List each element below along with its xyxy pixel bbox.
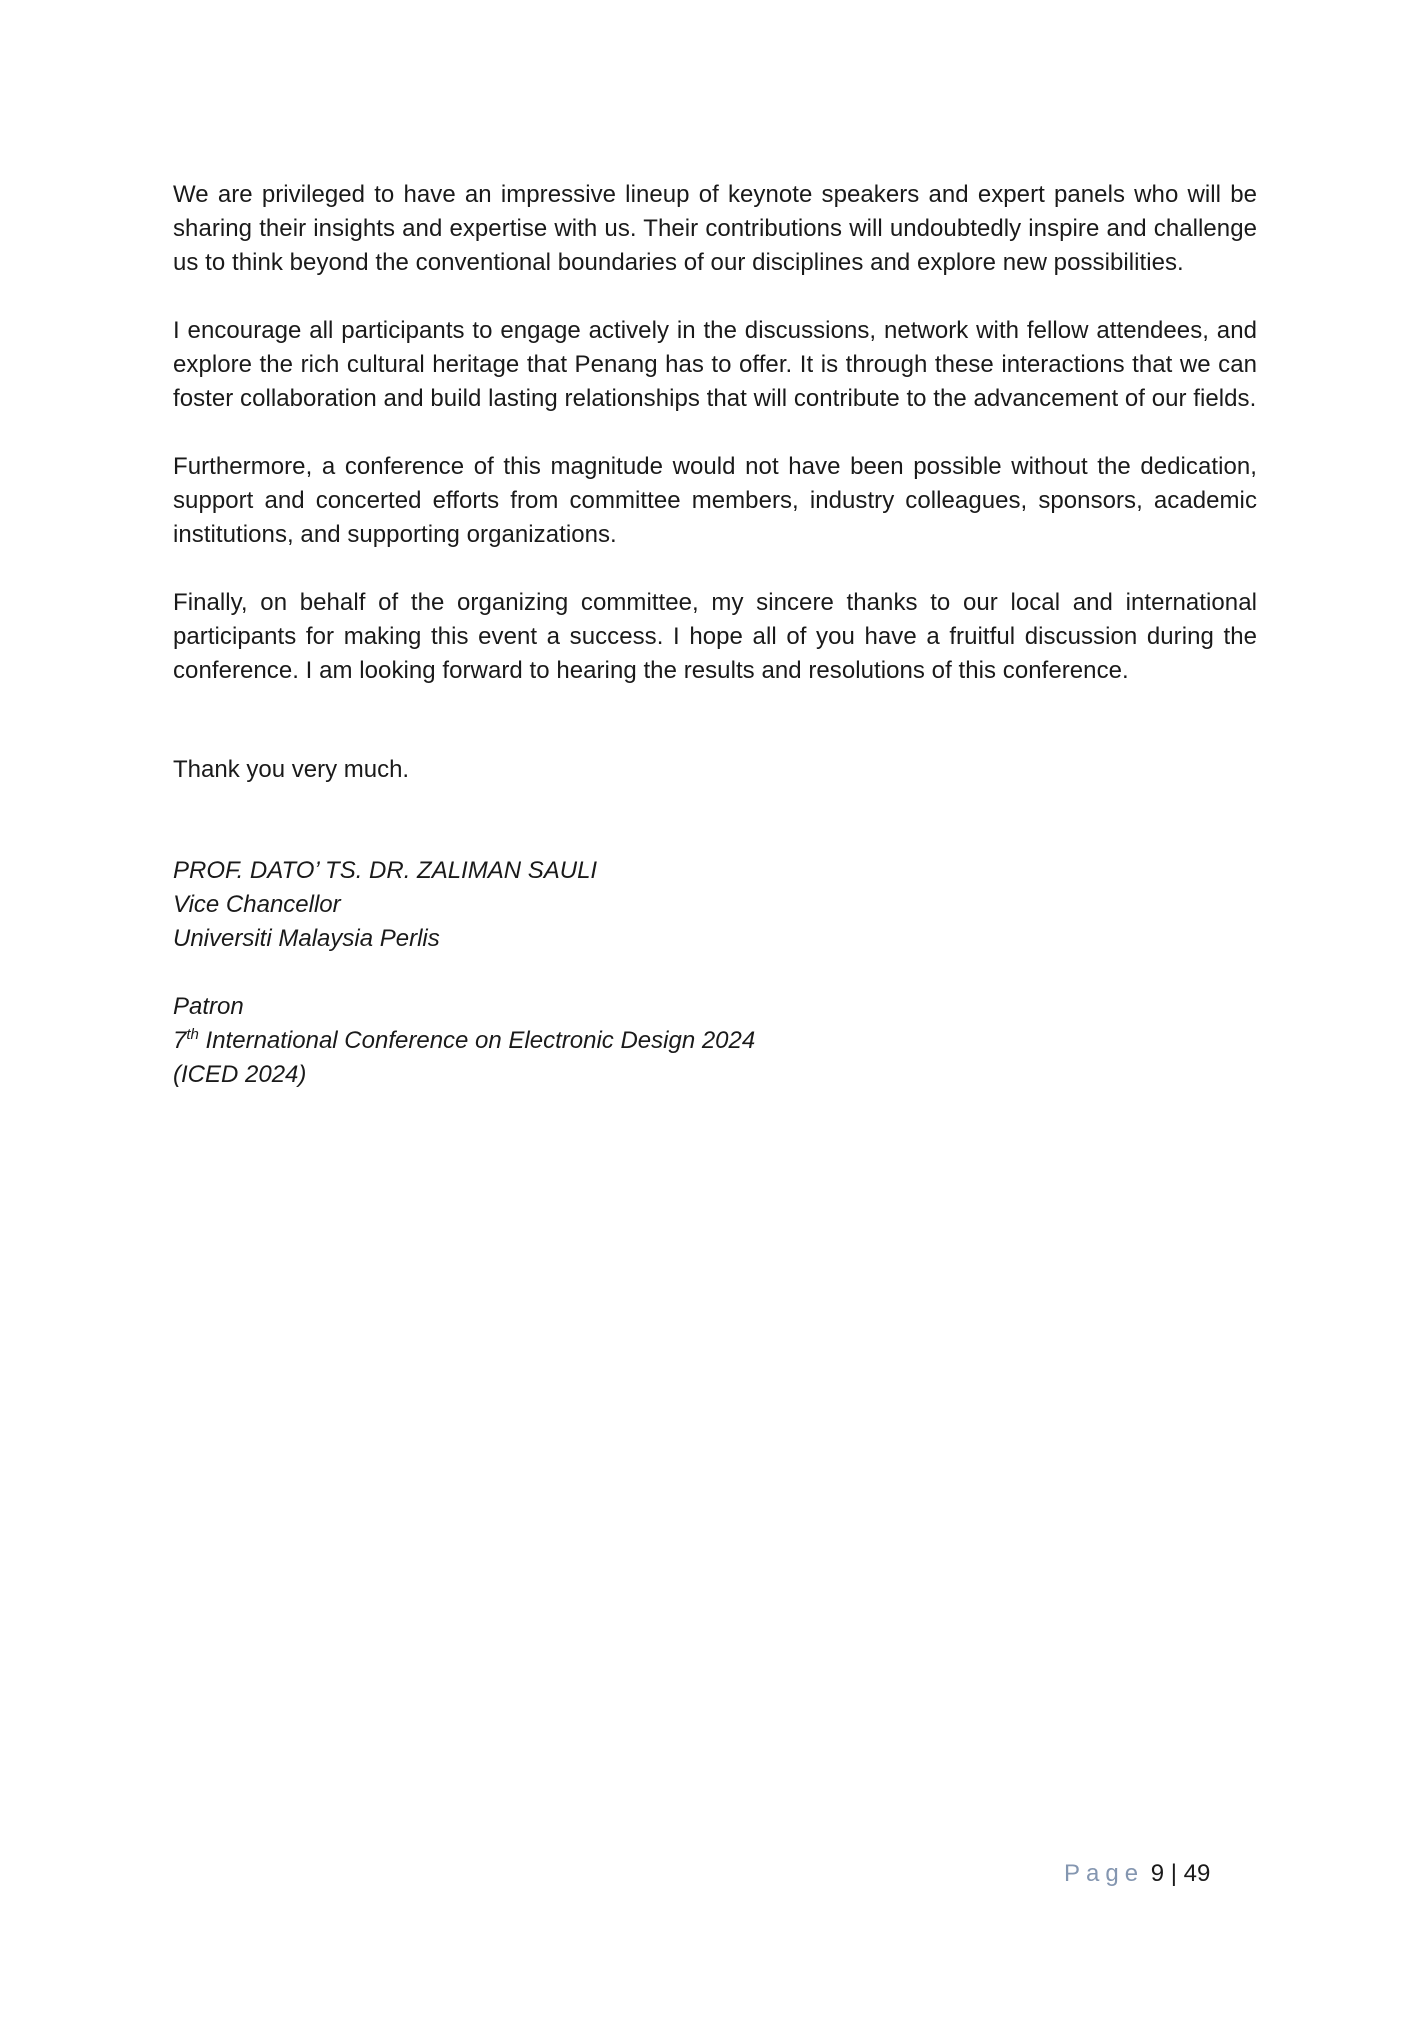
paragraph-participation: I encourage all participants to engage actively in the discussions, network with fellow attendees, and explore the rich cultural heritage that Penang has to offer. It is through these interactions that we can foster collaboration and build lasting relationships that will contribute to the advancement of our fields. xyxy=(173,317,1257,412)
total-pages: 49 xyxy=(1183,1860,1211,1887)
conference-name: International Conference on Electronic Design 2024 xyxy=(198,1027,756,1054)
patron-block xyxy=(173,990,1257,1092)
conference-name-line xyxy=(173,1024,1257,1058)
page-number: 9 xyxy=(1150,1860,1165,1887)
page-footer xyxy=(1064,1857,1210,1891)
closing-line: Thank you very much. xyxy=(173,756,410,783)
signature-block xyxy=(173,854,1257,956)
paragraph-acknowledgement: Furthermore, a conference of this magnitude would not have been possible without the dedication, support and concerted efforts from committee members, industry colleagues, sponsors, academic institutions, and supporting organizations. xyxy=(173,453,1257,548)
signatory-institution: Universiti Malaysia Perlis xyxy=(173,925,440,952)
signatory-name: PROF. DATO’ TS. DR. ZALIMAN SAULI xyxy=(173,857,598,884)
signatory-title: Vice Chancellor xyxy=(173,891,341,918)
conference-ordinal-suffix: th xyxy=(186,1026,199,1043)
conference-ordinal-number: 7 xyxy=(173,1027,187,1054)
paragraph-keynote: We are privileged to have an impressive lineup of keynote speakers and expert panels who will be sharing their insights and expertise with us. Their contributions will undoubtedly inspire and challenge us to think beyond the conventional boundaries of our disciplines and explore new possibilities. xyxy=(173,181,1257,276)
page-word: Page xyxy=(1064,1860,1145,1887)
letter-body xyxy=(173,178,1257,1092)
page-separator: | xyxy=(1170,1860,1177,1887)
paragraph-thanks: Finally, on behalf of the organizing committee, my sincere thanks to our local and international participants for making this event a success. I hope all of you have a fruitful discussion during the conference. I am looking forward to hearing the results and resolutions of this conference. xyxy=(173,589,1257,684)
conference-abbreviation: (ICED 2024) xyxy=(173,1061,307,1088)
patron-role: Patron xyxy=(173,993,244,1020)
